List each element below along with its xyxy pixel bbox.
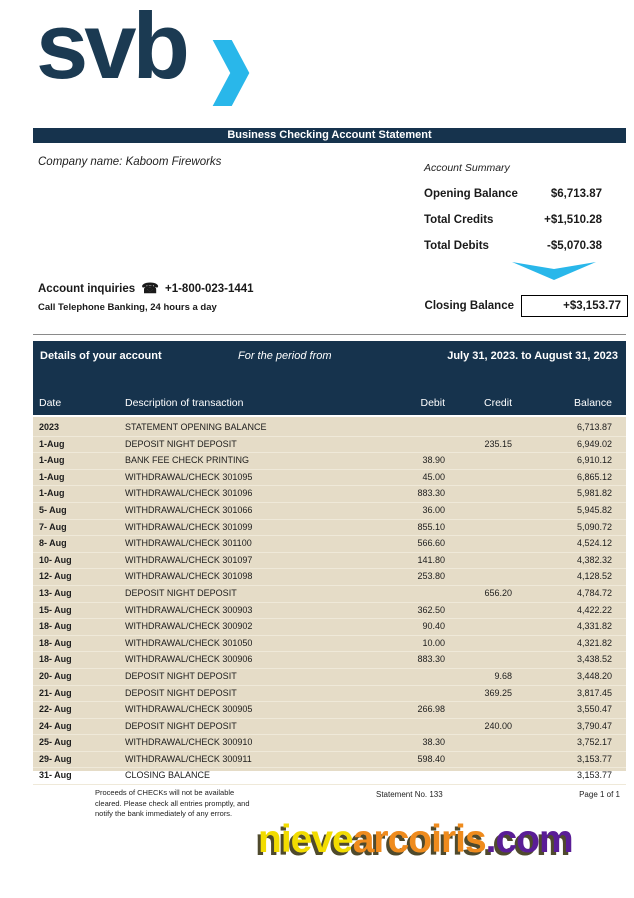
cell-debit: 598.40 (417, 753, 445, 764)
cell-credit (445, 735, 512, 751)
cell-debit: 362.50 (417, 604, 445, 615)
cell-debit (365, 586, 445, 602)
cell-debit: 253.80 (417, 571, 445, 582)
svb-logo-text: svb (36, 0, 186, 98)
cell-balance: 3,448.20 (576, 670, 612, 681)
cell-credit (445, 702, 512, 718)
table-row (33, 719, 626, 736)
cell-description: WITHDRAWAL/CHECK 300906 (125, 654, 253, 665)
cell-description: STATEMENT OPENING BALANCE (125, 422, 267, 432)
footer-notice-line: Proceeds of CHECKs will not be available (95, 788, 235, 797)
table-row (33, 702, 626, 719)
cell-description: WITHDRAWAL/CHECK 301100 (125, 538, 252, 549)
cell-description: WITHDRAWAL/CHECK 300902 (125, 621, 253, 632)
period-label: For the period from (238, 350, 332, 362)
cell-balance: 5,945.82 (576, 504, 612, 515)
cell-date: 25- Aug (39, 737, 72, 748)
watermark-part-com: .com (485, 818, 573, 861)
table-row (33, 503, 626, 520)
cell-date: 20- Aug (39, 670, 72, 681)
cell-debit: 883.30 (417, 488, 445, 499)
cell-description: WITHDRAWAL/CHECK 300911 (125, 753, 252, 764)
footer-notice-line: cleared. Please check all entries promptly, and (95, 798, 250, 808)
cell-debit: 883.30 (417, 654, 445, 665)
cell-credit: 369.25 (484, 687, 512, 698)
cell-balance: 4,784.72 (576, 587, 612, 598)
cell-balance: 5,981.82 (576, 488, 612, 499)
account-summary-heading: Account Summary (424, 162, 510, 174)
table-row (33, 553, 626, 570)
details-title: Details of your account (40, 350, 162, 362)
watermark-part-arcoiris: arcoiris (352, 818, 486, 861)
cell-description: WITHDRAWAL/CHECK 301050 (125, 637, 253, 648)
summary-value: +$1,510.28 (544, 214, 602, 226)
table-row (33, 453, 626, 470)
table-column-headers (33, 397, 626, 409)
cell-credit: 235.15 (484, 438, 512, 449)
account-inquiries-line (38, 280, 254, 297)
cell-balance: 3,817.45 (576, 687, 612, 698)
table-row (33, 569, 626, 586)
cell-date: 18- Aug (39, 637, 72, 648)
cell-balance: 6,865.12 (576, 471, 612, 482)
table-row (33, 735, 626, 752)
cell-credit (445, 420, 512, 436)
cell-debit: 266.98 (417, 704, 445, 715)
cell-balance: 4,524.12 (576, 538, 612, 549)
cell-credit (445, 636, 512, 652)
cell-description: DEPOSIT NIGHT DEPOSIT (125, 720, 237, 731)
table-row (33, 603, 626, 620)
cell-credit (445, 536, 512, 552)
phone-icon: ☎ (141, 280, 159, 296)
page-number: Page 1 of 1 (579, 790, 620, 799)
cell-description: WITHDRAWAL/CHECK 301096 (125, 488, 253, 499)
table-row (33, 768, 626, 785)
cell-debit (365, 768, 445, 784)
cell-credit (445, 520, 512, 536)
period-value: July 31, 2023. to August 31, 2023 (447, 350, 618, 362)
cell-date: 18- Aug (39, 621, 72, 632)
cell-balance: 5,090.72 (576, 521, 612, 532)
table-row (33, 752, 626, 769)
table-row (33, 669, 626, 686)
cell-balance: 3,752.17 (576, 737, 612, 748)
watermark-part-nieve: nieve (258, 818, 353, 861)
table-row (33, 486, 626, 503)
cell-credit (445, 503, 512, 519)
table-row (33, 470, 626, 487)
cell-credit (445, 470, 512, 486)
summary-row-total-credits (424, 214, 602, 226)
cell-date: 22- Aug (39, 704, 72, 715)
cell-balance: 3,153.77 (576, 753, 612, 764)
cell-credit (445, 619, 512, 635)
table-row (33, 586, 626, 603)
summary-value: -$5,070.38 (547, 240, 602, 252)
column-header-debit: Debit (420, 397, 445, 409)
cell-debit (365, 686, 445, 702)
cell-debit (365, 420, 445, 436)
cell-balance: 3,153.77 (576, 770, 612, 781)
cell-credit (445, 486, 512, 502)
cell-credit (445, 752, 512, 768)
cell-balance: 6,949.02 (576, 438, 612, 449)
cell-description: DEPOSIT NIGHT DEPOSIT (125, 587, 237, 598)
cell-balance: 4,128.52 (576, 571, 612, 582)
cell-description: DEPOSIT NIGHT DEPOSIT (125, 687, 237, 698)
cell-description: WITHDRAWAL/CHECK 301098 (125, 571, 253, 582)
cell-date: 12- Aug (39, 571, 72, 582)
cell-credit: 9.68 (494, 670, 512, 681)
cell-credit: 240.00 (484, 720, 512, 731)
statement-title-bar: Business Checking Account Statement (33, 128, 626, 143)
cell-balance: 4,382.32 (576, 554, 612, 565)
cell-date: 5- Aug (39, 504, 67, 515)
cell-date: 8- Aug (39, 538, 67, 549)
svb-logo (36, 0, 186, 122)
cell-balance: 3,550.47 (576, 704, 612, 715)
cell-debit: 36.00 (422, 504, 445, 515)
cell-date: 21- Aug (39, 687, 72, 698)
summary-label: Total Debits (424, 240, 489, 252)
divider-line (33, 334, 626, 335)
summary-value: $6,713.87 (550, 188, 602, 200)
cell-date: 1-Aug (39, 471, 65, 482)
cell-date: 1-Aug (39, 488, 65, 499)
cell-debit (365, 669, 445, 685)
cell-date: 10- Aug (39, 554, 72, 565)
column-header-date: Date (39, 397, 62, 409)
footer-notice (95, 788, 305, 820)
cell-credit (445, 652, 512, 668)
cell-debit: 38.90 (422, 455, 445, 466)
summary-row-total-debits (424, 240, 602, 252)
cell-balance: 3,790.47 (576, 720, 612, 731)
account-inquiries-label: Account inquiries (38, 283, 136, 295)
cell-date: 31- Aug (39, 770, 72, 781)
cell-date: 2023 (39, 422, 60, 432)
column-header-credit: Credit (483, 397, 512, 409)
cell-debit: 855.10 (417, 521, 445, 532)
cell-description: WITHDRAWAL/CHECK 301066 (125, 504, 253, 515)
cell-date: 24- Aug (39, 720, 72, 731)
cell-description: DEPOSIT NIGHT DEPOSIT (125, 438, 237, 449)
transactions-body (33, 417, 626, 781)
cell-date: 1-Aug (39, 438, 65, 449)
cell-date: 1-Aug (39, 455, 65, 466)
cell-credit (445, 603, 512, 619)
cell-credit (445, 768, 512, 784)
cell-description: DEPOSIT NIGHT DEPOSIT (125, 670, 237, 681)
cell-balance: 6,713.87 (576, 422, 612, 432)
cell-description: BANK FEE CHECK PRINTING (125, 455, 250, 466)
closing-balance-label: Closing Balance (424, 300, 514, 312)
table-row (33, 520, 626, 537)
table-row (33, 686, 626, 703)
cell-description: WITHDRAWAL/CHECK 301099 (125, 521, 253, 532)
company-name: Company name: Kaboom Fireworks (38, 156, 222, 168)
cell-credit (445, 553, 512, 569)
cell-date: 29- Aug (39, 753, 72, 764)
cell-debit: 10.00 (422, 637, 445, 648)
account-inquiries-phone: +1-800-023-1441 (164, 283, 254, 295)
cell-balance: 4,422.22 (576, 604, 612, 615)
cell-balance: 4,331.82 (576, 621, 612, 632)
column-header-balance: Balance (574, 397, 612, 409)
cell-description: WITHDRAWAL/CHECK 300903 (125, 604, 253, 615)
summary-label: Total Credits (424, 214, 494, 226)
cell-description: CLOSING BALANCE (125, 770, 211, 781)
table-row (33, 652, 626, 669)
closing-balance-box (521, 295, 628, 317)
watermark-text (258, 818, 573, 862)
column-header-description: Description of transaction (125, 397, 244, 409)
cell-debit (365, 719, 445, 735)
table-row (33, 420, 626, 437)
cell-balance: 4,321.82 (576, 637, 612, 648)
table-row (33, 636, 626, 653)
summary-row-opening-balance (424, 188, 602, 200)
cell-description: WITHDRAWAL/CHECK 301095 (125, 471, 253, 482)
statement-number: Statement No. 133 (376, 790, 443, 799)
cell-description: WITHDRAWAL/CHECK 300910 (125, 737, 253, 748)
closing-balance-value: +$3,153.77 (563, 300, 621, 312)
down-arrow-icon (512, 262, 596, 285)
chevron-right-icon (208, 40, 254, 111)
cell-credit: 656.20 (484, 587, 512, 598)
cell-date: 18- Aug (39, 654, 72, 665)
cell-debit (365, 437, 445, 453)
cell-date: 7- Aug (39, 521, 67, 532)
details-header-block (33, 341, 626, 415)
table-row (33, 437, 626, 454)
table-row (33, 536, 626, 553)
cell-balance: 3,438.52 (576, 654, 612, 665)
cell-debit: 45.00 (422, 471, 445, 482)
table-row (33, 619, 626, 636)
footer-notice-line: notify the bank immediately of any errors. (95, 809, 233, 818)
cell-date: 15- Aug (39, 604, 72, 615)
cell-debit: 38.30 (422, 737, 445, 748)
cell-description: WITHDRAWAL/CHECK 301097 (125, 554, 253, 565)
cell-debit: 141.80 (417, 554, 445, 565)
summary-label: Opening Balance (424, 188, 518, 200)
cell-balance: 6,910.12 (576, 455, 612, 466)
cell-debit: 90.40 (422, 621, 445, 632)
cell-debit: 566.60 (417, 538, 445, 549)
cell-credit (445, 453, 512, 469)
cell-description: WITHDRAWAL/CHECK 300905 (125, 704, 253, 715)
cell-date: 13- Aug (39, 587, 72, 598)
telephone-banking-hours: Call Telephone Banking, 24 hours a day (38, 302, 217, 313)
cell-credit (445, 569, 512, 585)
